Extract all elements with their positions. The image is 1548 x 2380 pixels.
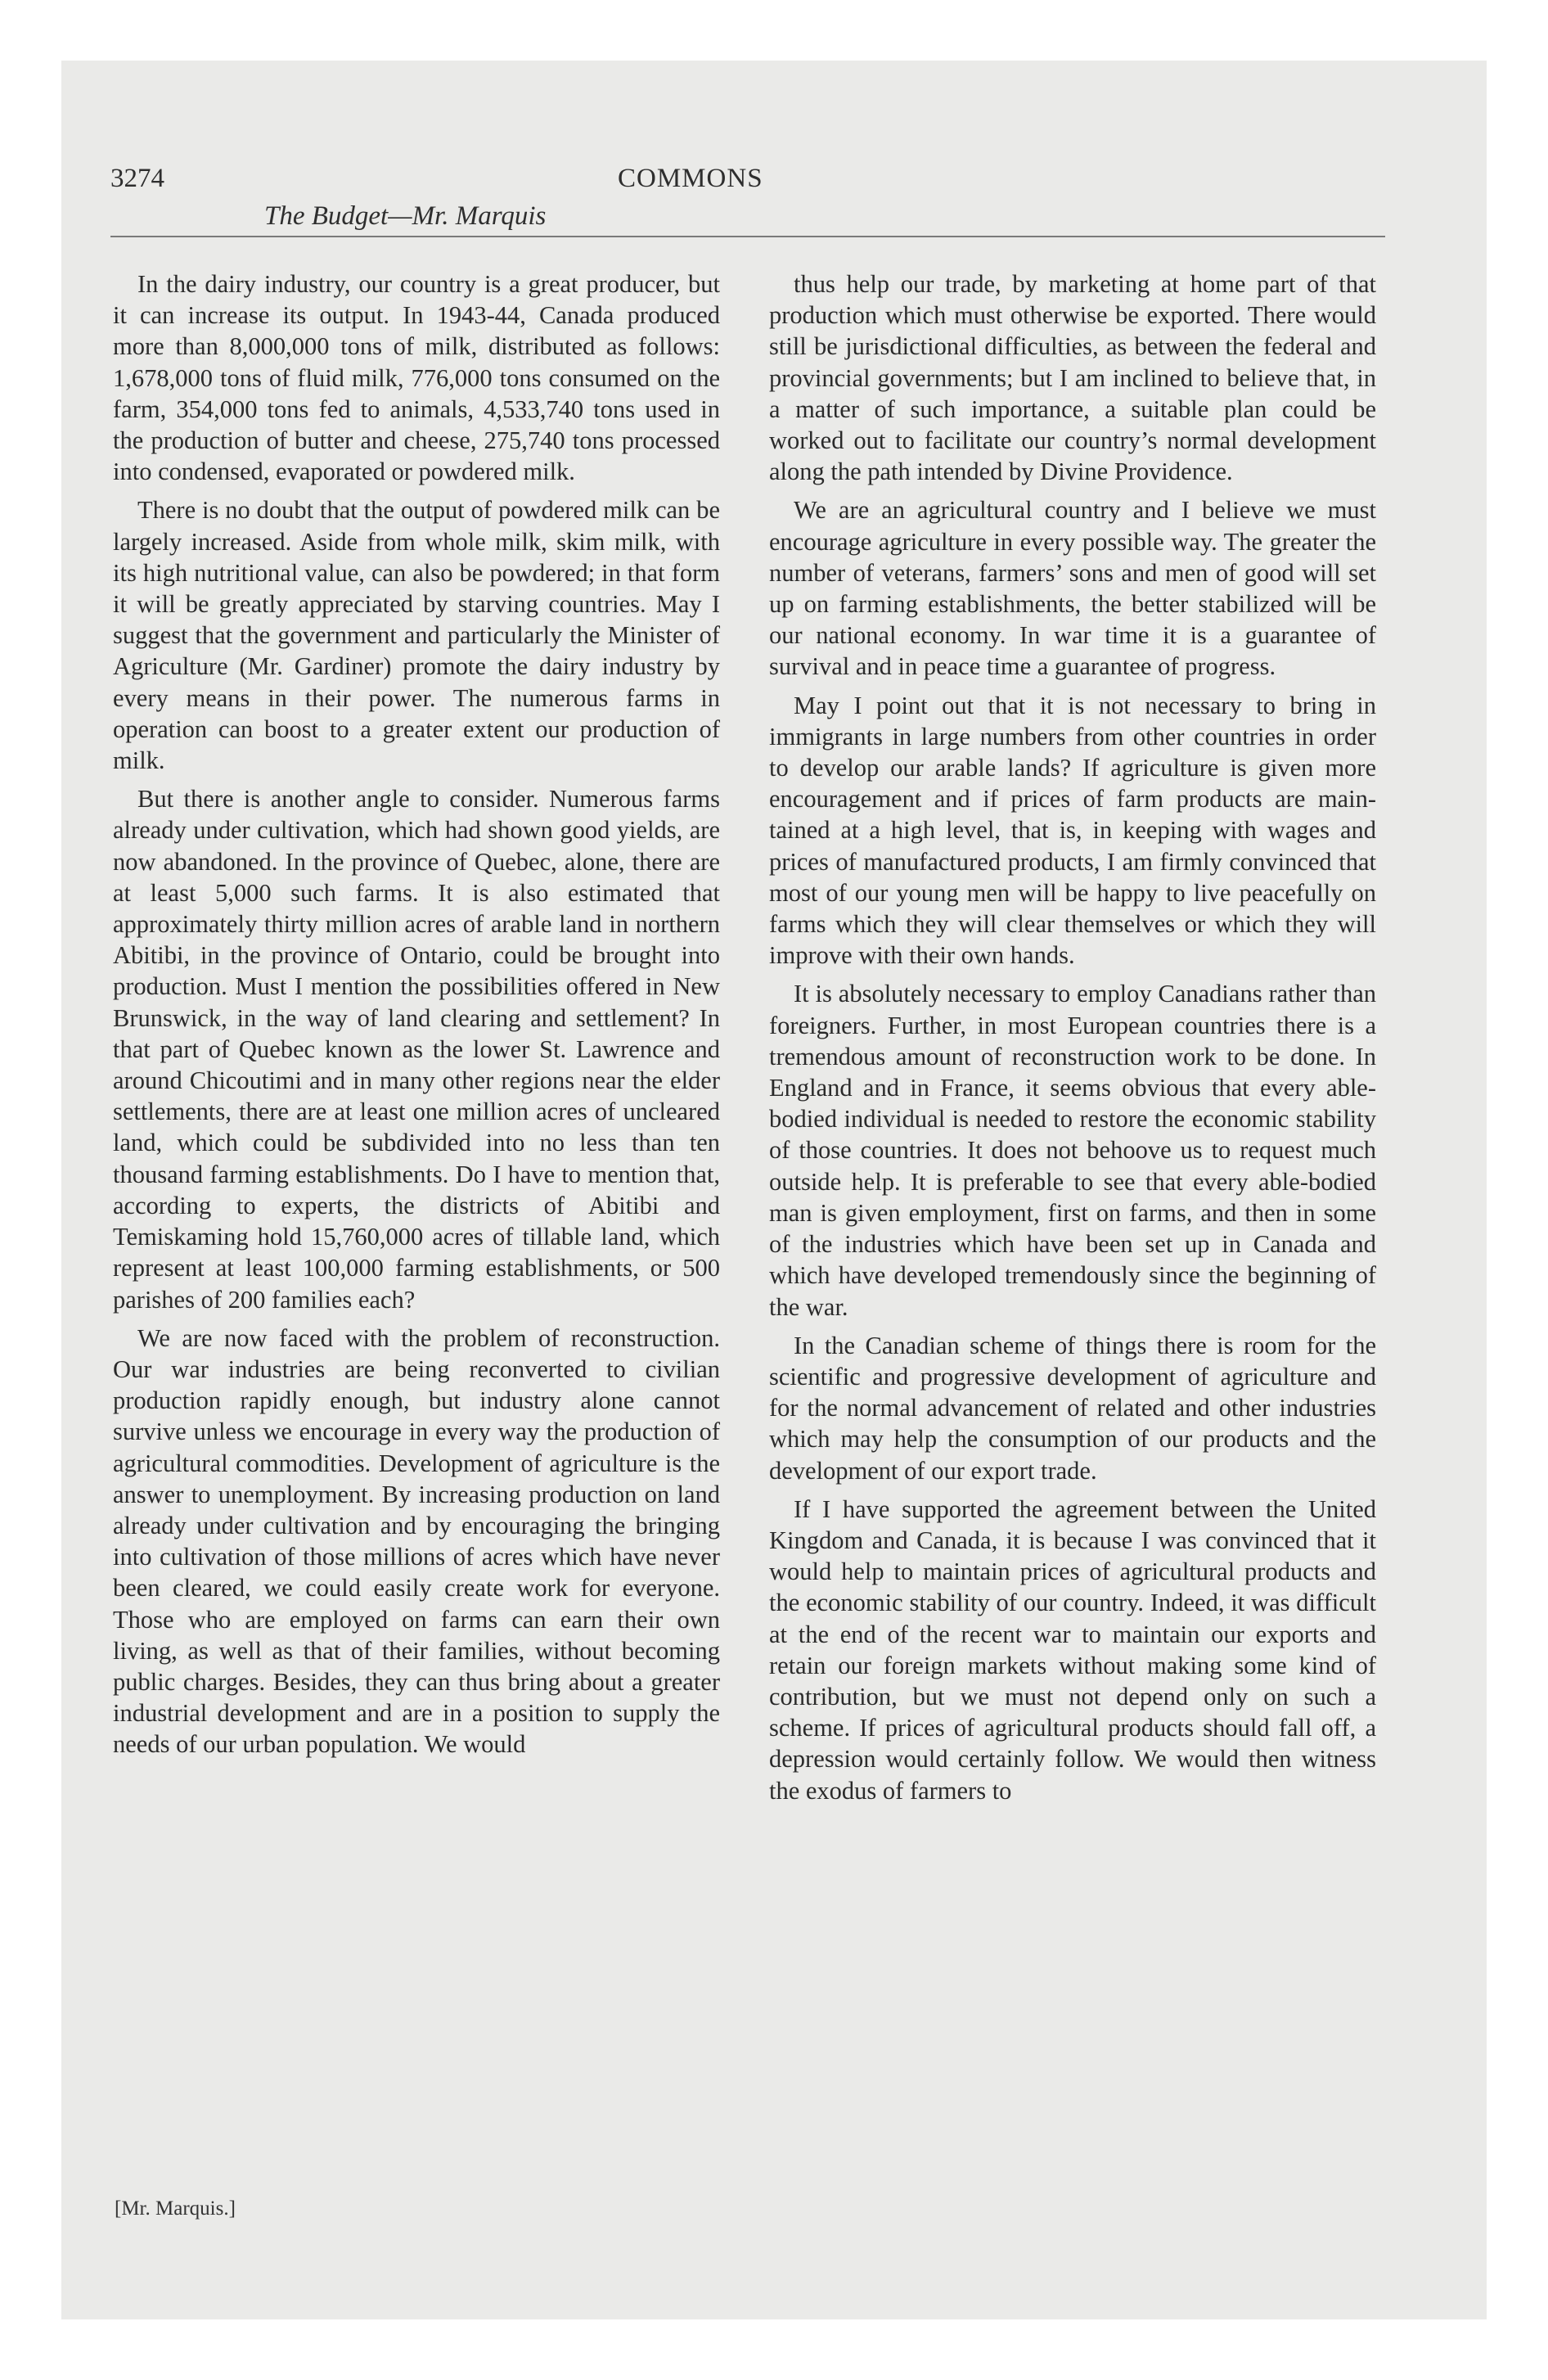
paragraph: If I have supported the agreement between the United Kingdom and Canada, it is because I was convinced that it would help to maintain prices of agricultural products and the economic stability of our country. Indeed, it was difficult at the end of the recent war to maintain our exports and retain our foreign markets without making some kind of contribution, but we must not depend only on such a scheme. If prices of agricultural products should fall off, a depression would certainly follow. We would then witness the exodus of farmers to xyxy=(769,1494,1376,1805)
page-header xyxy=(110,164,1385,237)
paragraph: But there is another angle to consider. Numerous farms already under cultivation, which had shown good yields, are now abandoned. In the province of Quebec, alone, there are at least 5,000 such farms. It is also estimated that approximately thirty million acres of arable land in northern Abitibi, in the province of Ontario, could be brought into production. Must I mention the possibilities offered in New Brunswick, in the way of land clearing and settlement? In that part of Quebec known as the lower St. Lawrence and around Chicoutimi and in many other regions near the elder settlements, there are at least one million acres of uncleared land, which could be subdivided into no less than ten thousand farming establishments. Do I have to mention that, according to experts, the districts of Abitibi and Temiskaming hold 15,760,000 acres of tillable land, which represent at least 100,000 farming establishments, or 500 parishes of 200 families each? xyxy=(113,785,720,1314)
paragraph: In the dairy industry, our country is a great producer, but it can increase its output. In 1943-44, Canada produced more than 8,000,000 tons of milk, distributed as follows: 1,678,000 tons of fluid milk, 776,000 tons consumed on the farm, 354,000 tons fed to animals, 4,533,740 tons used in the production of butter and cheese, 275,740 tons processed into condensed, evaporated or powdered milk. xyxy=(113,270,720,486)
right-column xyxy=(769,268,1376,1814)
paragraph: thus help our trade, by marketing at home part of that production which must otherwise be exported. There would still be jurisdictional difficulties, as between the federal and provincial governments; but I am inclined to believe that, in a matter of such importance, a suitable plan could be worked out to facilitate our country’s normal development along the path intended by Divine Providence. xyxy=(769,270,1376,486)
paragraph: It is absolutely necessary to employ Canadians rather than foreigners. Further, in most European countries there is a tremendous amount of reconstruction work to be done. In England and in France, it seems obvious that every able-bodied individual is needed to restore the economic stability of those countries. It does not behoove us to request much outside help. It is preferable to see that every able-bodied man is given employment, first on farms, and then in some of the industries which have been set up in Canada and which have developed tremendously since the beginning of the war. xyxy=(769,980,1376,1321)
paragraph: There is no doubt that the output of powdered milk can be largely increased. Aside from whole milk, skim milk, with its high nutritional value, can also be powdered; in that form it will be greatly appreciated by starving countries. May I suggest that the government and particularly the Minister of Agriculture (Mr. Gardiner) promote the dairy industry by every means in their power. The numerous farms in operation can boost to a greater extent our production of milk. xyxy=(113,496,720,775)
running-head: The Budget—Mr. Marquis xyxy=(264,201,547,231)
house-title: COMMONS xyxy=(618,164,763,193)
paragraph: May I point out that it is not necessary to bring in immigrants in large numbers from other countries in order to develop our arable lands? If agriculture is given more encouragement and if prices of farm products are maintained at a high level, that is, in keeping with wages and prices of manufactured products, I am firmly convinced that most of our young men will be happy to live peacefully on farms which they will clear themselves or which they will improve with their own hands. xyxy=(769,691,1376,970)
left-column xyxy=(113,268,720,1768)
paragraph: We are now faced with the problem of reconstruction. Our war industries are being reconverted to civilian production rapidly enough, but industry alone cannot survive unless we encourage in every way the production of agricultural commodities. Development of agriculture is the answer to unemployment. By increasing production on land already under cultivation and by encouraging the bringing into cultivation of those millions of acres which have never been cleared, we could easily create work for everyone. Those who are employed on farms can earn their own living, as well as that of their families, without becoming public charges. Besides, they can thus bring about a greater industrial development and are in a position to supply the needs of our urban population. We would xyxy=(113,1323,720,1759)
paragraph: In the Canadian scheme of things there is room for the scientific and progressive development of agriculture and for the normal advancement of related and other industries which may help the consumption of our products and the development of our export trade. xyxy=(769,1331,1376,1485)
header-rule xyxy=(110,236,1385,237)
paragraph: We are an agricultural country and I believe we must encourage agriculture in every possible way. The greater the number of veterans, farmers’ sons and men of good will set up on farming establishments, the better stabilized will be our national economy. In war time it is a guarantee of survival and in peace time a guarantee of progress. xyxy=(769,496,1376,681)
speaker-note: [Mr. Marquis.] xyxy=(115,2197,236,2220)
page-number: 3274 xyxy=(110,164,164,193)
